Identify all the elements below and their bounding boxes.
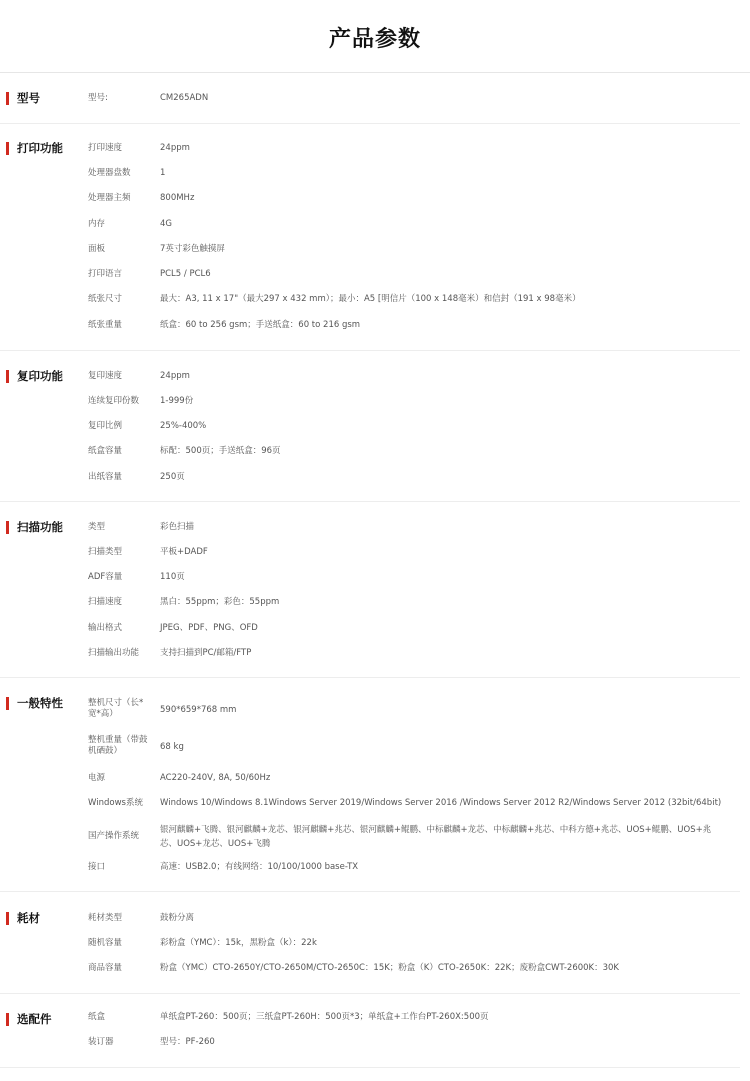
section-accent-bar: [6, 370, 9, 383]
section-header: [6, 368, 63, 384]
section-header: [6, 910, 40, 926]
section-accent-bar: [6, 92, 9, 105]
spec-value: 平板+DADF: [160, 547, 208, 557]
spec-value: 型号：PF-260: [160, 1037, 215, 1047]
spec-value: 高速：USB2.0；有线网络：10/100/1000 base-TX: [160, 862, 359, 872]
section-title: 打印功能: [17, 141, 63, 155]
spec-label: 复印速度: [88, 371, 123, 381]
spec-label: 出纸容量: [88, 472, 123, 482]
spec-value: 单纸盒PT-260：500页；三纸盒PT-260H：500页*3；单纸盒+工作台PT-260X:500页: [160, 1012, 489, 1022]
section-divider: [0, 350, 740, 351]
spec-value: 68 kg: [160, 742, 184, 752]
spec-value: 鼓粉分离: [160, 913, 195, 923]
section-divider: [0, 993, 740, 994]
spec-value: CM265ADN: [160, 93, 209, 103]
spec-label: 整机重量（带鼓机硒鼓）: [88, 735, 148, 756]
spec-label: 类型: [88, 522, 106, 532]
spec-value: 800MHz: [160, 193, 195, 203]
section-divider: [0, 677, 740, 678]
spec-value: 24ppm: [160, 143, 190, 153]
spec-value: 彩色扫描: [160, 522, 195, 532]
section-title: 复印功能: [17, 369, 63, 383]
page-title: 产品参数: [328, 27, 421, 52]
spec-value: 最大：A3, 11 x 17"（最大297 x 432 mm）；最小：A5 [明信片（100 x 148毫米）和信封（191 x 98毫米）: [160, 294, 581, 304]
spec-value: 支持扫描到PC/邮箱/FTP: [160, 648, 252, 658]
spec-label: 整机尺寸（长*宽*高）: [88, 698, 144, 719]
section-header: [6, 519, 63, 535]
spec-value: AC220-240V, 8A, 50/60Hz: [160, 773, 271, 783]
section-header: [6, 695, 63, 711]
spec-value: 110页: [160, 572, 185, 582]
section-divider: [0, 891, 740, 892]
spec-label: 扫描类型: [88, 547, 123, 557]
spec-value: 24ppm: [160, 371, 190, 381]
section-title: 选配件: [17, 1012, 52, 1026]
section-title: 型号: [17, 91, 40, 105]
spec-value: 25%-400%: [160, 421, 207, 431]
spec-label: 接口: [88, 862, 106, 872]
spec-value: 4G: [160, 219, 172, 229]
spec-label: 纸盒容量: [88, 446, 123, 456]
section-title: 一般特性: [17, 696, 63, 710]
spec-label: 纸盒: [88, 1012, 106, 1022]
spec-label: 扫描速度: [88, 597, 123, 607]
section-accent-bar: [6, 1013, 9, 1026]
spec-value: JPEG、PDF、PNG、OFD: [160, 623, 258, 633]
section-accent-bar: [6, 697, 9, 710]
section-divider: [0, 501, 740, 502]
spec-label: 电源: [88, 773, 106, 783]
spec-label: 国产操作系统: [88, 831, 140, 841]
spec-label: 装订器: [88, 1037, 114, 1047]
spec-value: 标配：500页；手送纸盒：96页: [160, 446, 281, 456]
spec-value: 250页: [160, 472, 185, 482]
spec-label: 商品容量: [88, 963, 123, 973]
spec-label: 型号:: [88, 93, 108, 103]
section-accent-bar: [6, 142, 9, 155]
spec-value: 590*659*768 mm: [160, 705, 237, 715]
spec-label: 扫描输出功能: [88, 648, 140, 658]
spec-label: 耗材类型: [88, 913, 123, 923]
section-title: 耗材: [17, 911, 40, 925]
section-accent-bar: [6, 521, 9, 534]
spec-label: Windows系统: [88, 798, 143, 808]
spec-label: 处理器主频: [88, 193, 131, 203]
spec-value: 7英寸彩色触摸屏: [160, 244, 225, 254]
spec-label: 随机容量: [88, 938, 123, 948]
spec-label: 打印速度: [88, 143, 123, 153]
spec-label: 处理器盘数: [88, 168, 131, 178]
spec-label: 输出格式: [88, 623, 123, 633]
spec-label: 纸张重量: [88, 320, 123, 330]
spec-value: 1: [160, 168, 166, 178]
spec-value: 银河麒麟+飞腾、银河麒麟+龙芯、银河麒麟+兆芯、银河麒麟+鲲鹏、中标麒麟+龙芯、中标麒麟+兆芯、中科方德+兆芯、UOS+鲲鹏、UOS+兆芯、UOS+龙芯、UOS+飞腾: [160, 825, 712, 849]
section-title: 扫描功能: [17, 520, 63, 534]
spec-value: PCL5 / PCL6: [160, 269, 211, 279]
spec-value: 彩粉盒（YMC）：15k，黑粉盒（k）：22k: [160, 938, 317, 948]
spec-value: Windows 10/Windows 8.1Windows Server 2019/Windows Server 2016 /Windows Server 2012 R2/Windows Server 2012 (32bit/64bit): [160, 798, 722, 808]
spec-label: 复印比例: [88, 421, 123, 431]
spec-label: ADF容量: [88, 572, 123, 582]
spec-label: 面板: [88, 244, 106, 254]
section-header: [6, 140, 63, 156]
section-accent-bar: [6, 912, 9, 925]
spec-label: 纸张尺寸: [88, 294, 123, 304]
spec-label: 内存: [88, 219, 106, 229]
section-header: [6, 1011, 52, 1027]
spec-value: 黑白：55ppm；彩色：55ppm: [160, 597, 280, 607]
spec-value: 粉盒（YMC）CTO-2650Y/CTO-2650M/CTO-2650C：15K；粉盒（K）CTO-2650K：22K；废粉盒CWT-2600K：30K: [160, 963, 620, 973]
section-header: [6, 90, 40, 106]
spec-value: 1-999份: [160, 396, 194, 406]
section-divider: [0, 123, 740, 124]
spec-label: 连续复印份数: [88, 396, 140, 406]
title-divider: [0, 72, 750, 73]
spec-value: 纸盒：60 to 256 gsm；手送纸盒：60 to 216 gsm: [160, 320, 361, 330]
spec-label: 打印语言: [88, 269, 123, 279]
section-divider: [0, 1067, 740, 1068]
